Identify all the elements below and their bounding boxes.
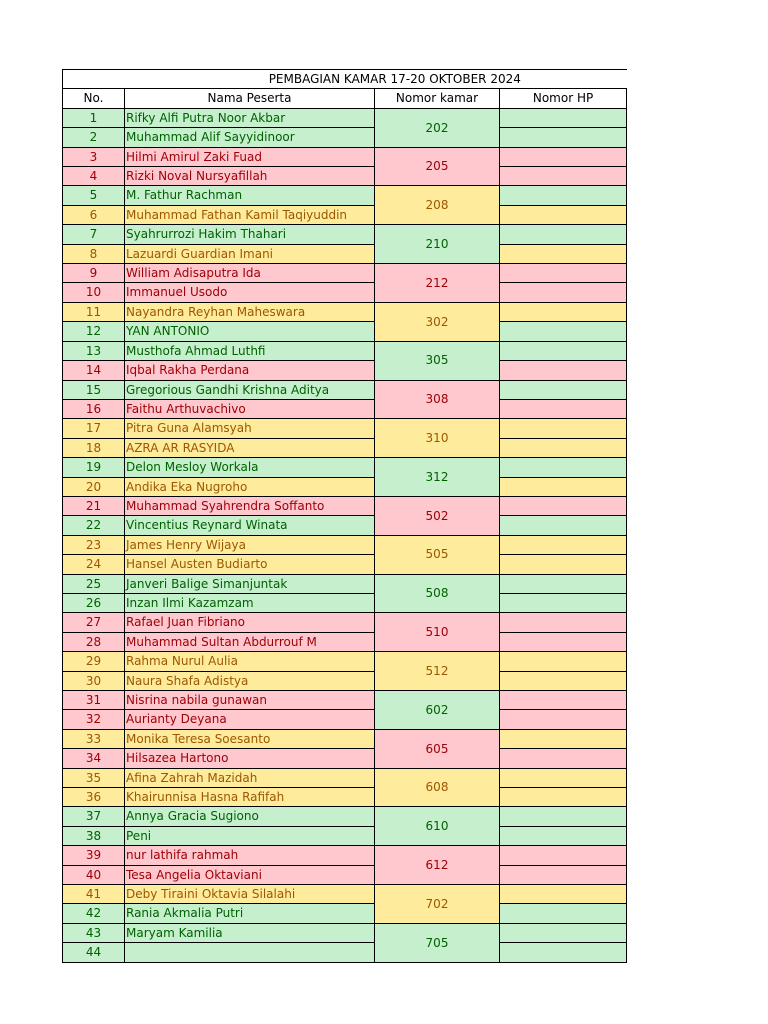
table-row [63,943,627,962]
participant-name-cell[interactable]: Vincentius Reynard Winata [125,516,375,535]
table-row [63,535,627,554]
phone-number-cell[interactable] [500,147,627,166]
participant-name-cell[interactable]: James Henry Wijaya [125,535,375,554]
room-number-cell[interactable]: 312 [375,458,500,497]
participant-name-cell[interactable]: Lazuardi Guardian Imani [125,244,375,263]
participant-name-cell[interactable]: Afina Zahrah Mazidah [125,768,375,787]
table-row [63,788,627,807]
header-room[interactable]: Nomor kamar [375,89,500,108]
participant-number-cell[interactable]: 29 [63,652,125,671]
participant-name-cell[interactable]: Muhammad Alif Sayyidinoor [125,128,375,147]
participant-number-cell[interactable]: 5 [63,186,125,205]
table-row [63,826,627,845]
phone-number-cell[interactable] [500,535,627,554]
participant-name-cell[interactable]: Musthofa Ahmad Luthfi [125,341,375,360]
phone-number-cell[interactable] [500,283,627,302]
phone-number-cell[interactable] [500,632,627,651]
phone-number-cell[interactable] [500,322,627,341]
table-row [63,225,627,244]
phone-number-cell[interactable] [500,264,627,283]
table-row [63,361,627,380]
participant-number-cell[interactable]: 28 [63,632,125,651]
room-number-cell[interactable]: 608 [375,768,500,807]
participant-name-cell[interactable]: Janveri Balige Simanjuntak [125,574,375,593]
phone-number-cell[interactable] [500,438,627,457]
room-number-cell[interactable]: 705 [375,923,500,962]
participant-name-cell[interactable]: Deby Tiraini Oktavia Silalahi [125,885,375,904]
participant-number-cell[interactable]: 37 [63,807,125,826]
participant-number-cell[interactable]: 4 [63,167,125,186]
participant-name-cell[interactable]: Immanuel Usodo [125,283,375,302]
participant-name-cell[interactable]: Naura Shafa Adistya [125,671,375,690]
room-number-cell[interactable]: 308 [375,380,500,419]
participant-number-cell[interactable]: 1 [63,108,125,127]
phone-number-cell[interactable] [500,167,627,186]
table-row [63,244,627,263]
participant-number-cell[interactable]: 19 [63,458,125,477]
participant-number-cell[interactable]: 34 [63,749,125,768]
participant-name-cell[interactable]: William Adisaputra Ida [125,264,375,283]
table-row [63,322,627,341]
participant-name-cell[interactable]: Maryam Kamilia [125,923,375,942]
participant-number-cell[interactable]: 2 [63,128,125,147]
participant-number-cell[interactable]: 16 [63,399,125,418]
table-row [63,496,627,515]
participant-number-cell[interactable]: 30 [63,671,125,690]
participant-name-cell[interactable]: Inzan Ilmi Kazamzam [125,593,375,612]
room-number-cell[interactable]: 605 [375,729,500,768]
room-number-cell[interactable]: 210 [375,225,500,264]
room-number-cell[interactable]: 305 [375,341,500,380]
room-number-cell[interactable]: 508 [375,574,500,613]
participant-name-cell[interactable]: nur lathifa rahmah [125,846,375,865]
table-row [63,865,627,884]
room-number-cell[interactable]: 512 [375,652,500,691]
phone-number-cell[interactable] [500,710,627,729]
phone-number-cell[interactable] [500,768,627,787]
room-number-cell[interactable]: 212 [375,264,500,303]
participant-name-cell[interactable]: Syahrurrozi Hakim Thahari [125,225,375,244]
participant-name-cell[interactable]: Pitra Guna Alamsyah [125,419,375,438]
participant-name-cell[interactable]: Monika Teresa Soesanto [125,729,375,748]
table-row [63,147,627,166]
table-row [63,205,627,224]
participant-number-cell[interactable]: 44 [63,943,125,962]
room-number-cell[interactable]: 202 [375,108,500,147]
phone-number-cell[interactable] [500,496,627,515]
participant-number-cell[interactable]: 6 [63,205,125,224]
phone-number-cell[interactable] [500,380,627,399]
table-row [63,477,627,496]
participant-number-cell[interactable]: 42 [63,904,125,923]
phone-number-cell[interactable] [500,244,627,263]
participant-name-cell[interactable]: Rifky Alfi Putra Noor Akbar [125,108,375,127]
phone-number-cell[interactable] [500,826,627,845]
participant-number-cell[interactable]: 24 [63,555,125,574]
room-number-cell[interactable]: 702 [375,885,500,924]
sheet-title[interactable]: PEMBAGIAN KAMAR 17-20 OKTOBER 2024 [63,70,627,89]
table-row [63,613,627,632]
phone-number-cell[interactable] [500,846,627,865]
table-row [63,555,627,574]
participant-number-cell[interactable]: 17 [63,419,125,438]
spreadsheet-sheet [62,69,626,960]
phone-number-cell[interactable] [500,788,627,807]
table-row [63,807,627,826]
phone-number-cell[interactable] [500,749,627,768]
phone-number-cell[interactable] [500,399,627,418]
room-assignment-table [62,69,627,963]
header-row [63,89,627,108]
room-number-cell[interactable]: 208 [375,186,500,225]
phone-number-cell[interactable] [500,361,627,380]
participant-number-cell[interactable]: 41 [63,885,125,904]
header-name[interactable]: Nama Peserta [125,89,375,108]
header-no[interactable]: No. [63,89,125,108]
participant-number-cell[interactable]: 38 [63,826,125,845]
participant-number-cell[interactable]: 27 [63,613,125,632]
phone-number-cell[interactable] [500,865,627,884]
table-row [63,128,627,147]
participant-name-cell[interactable]: Aurianty Deyana [125,710,375,729]
participant-number-cell[interactable]: 20 [63,477,125,496]
title-row [63,70,627,89]
participant-number-cell[interactable]: 13 [63,341,125,360]
table-row [63,632,627,651]
table-row [63,283,627,302]
phone-number-cell[interactable] [500,555,627,574]
participant-name-cell[interactable]: Faithu Arthuvachivo [125,399,375,418]
participant-name-cell[interactable]: Nisrina nabila gunawan [125,691,375,710]
participant-number-cell[interactable]: 32 [63,710,125,729]
phone-number-cell[interactable] [500,923,627,942]
table-row [63,264,627,283]
participant-name-cell[interactable] [125,943,375,962]
phone-number-cell[interactable] [500,477,627,496]
table-row [63,516,627,535]
table-row [63,729,627,748]
phone-number-cell[interactable] [500,652,627,671]
participant-number-cell[interactable]: 31 [63,691,125,710]
participant-name-cell[interactable]: Tesa Angelia Oktaviani [125,865,375,884]
phone-number-cell[interactable] [500,807,627,826]
participant-number-cell[interactable]: 12 [63,322,125,341]
phone-number-cell[interactable] [500,574,627,593]
table-row [63,167,627,186]
phone-number-cell[interactable] [500,186,627,205]
phone-number-cell[interactable] [500,943,627,962]
participant-name-cell[interactable]: Muhammad Sultan Abdurrouf M [125,632,375,651]
participant-name-cell[interactable]: Iqbal Rakha Perdana [125,361,375,380]
phone-number-cell[interactable] [500,419,627,438]
participant-number-cell[interactable]: 23 [63,535,125,554]
participant-number-cell[interactable]: 14 [63,361,125,380]
participant-name-cell[interactable]: Nayandra Reyhan Maheswara [125,302,375,321]
participant-number-cell[interactable]: 10 [63,283,125,302]
header-phone[interactable]: Nomor HP [500,89,627,108]
participant-number-cell[interactable]: 39 [63,846,125,865]
room-number-cell[interactable]: 612 [375,846,500,885]
participant-number-cell[interactable]: 26 [63,593,125,612]
phone-number-cell[interactable] [500,302,627,321]
table-row [63,574,627,593]
participant-name-cell[interactable]: Rahma Nurul Aulia [125,652,375,671]
participant-number-cell[interactable]: 9 [63,264,125,283]
participant-number-cell[interactable]: 8 [63,244,125,263]
phone-number-cell[interactable] [500,593,627,612]
table-row [63,419,627,438]
table-row [63,768,627,787]
participant-name-cell[interactable]: Hansel Austen Budiarto [125,555,375,574]
table-row [63,458,627,477]
participant-number-cell[interactable]: 33 [63,729,125,748]
participant-name-cell[interactable]: Muhammad Fathan Kamil Taqiyuddin [125,205,375,224]
participant-number-cell[interactable]: 3 [63,147,125,166]
participant-name-cell[interactable]: Delon Mesloy Workala [125,458,375,477]
phone-number-cell[interactable] [500,671,627,690]
participant-name-cell[interactable]: Andika Eka Nugroho [125,477,375,496]
phone-number-cell[interactable] [500,885,627,904]
room-number-cell[interactable]: 510 [375,613,500,652]
phone-number-cell[interactable] [500,613,627,632]
table-row [63,438,627,457]
room-number-cell[interactable]: 302 [375,302,500,341]
participant-number-cell[interactable]: 40 [63,865,125,884]
participant-name-cell[interactable]: Hilsazea Hartono [125,749,375,768]
participant-number-cell[interactable]: 11 [63,302,125,321]
participant-number-cell[interactable]: 35 [63,768,125,787]
phone-number-cell[interactable] [500,904,627,923]
participant-name-cell[interactable]: Annya Gracia Sugiono [125,807,375,826]
phone-number-cell[interactable] [500,108,627,127]
phone-number-cell[interactable] [500,516,627,535]
table-row [63,399,627,418]
table-row [63,671,627,690]
participant-name-cell[interactable]: Gregorious Gandhi Krishna Aditya [125,380,375,399]
participant-name-cell[interactable]: YAN ANTONIO [125,322,375,341]
table-row [63,593,627,612]
table-row [63,749,627,768]
phone-number-cell[interactable] [500,729,627,748]
participant-number-cell[interactable]: 22 [63,516,125,535]
phone-number-cell[interactable] [500,458,627,477]
participant-name-cell[interactable]: Rania Akmalia Putri [125,904,375,923]
table-row [63,186,627,205]
table-row [63,652,627,671]
table-row [63,380,627,399]
participant-number-cell[interactable]: 18 [63,438,125,457]
phone-number-cell[interactable] [500,225,627,244]
room-number-cell[interactable]: 310 [375,419,500,458]
participant-number-cell[interactable]: 7 [63,225,125,244]
table-row [63,108,627,127]
room-number-cell[interactable]: 602 [375,691,500,730]
table-row [63,710,627,729]
table-row [63,923,627,942]
table-row [63,885,627,904]
phone-number-cell[interactable] [500,205,627,224]
room-number-cell[interactable]: 502 [375,496,500,535]
participant-name-cell[interactable]: Khairunnisa Hasna Rafifah [125,788,375,807]
room-number-cell[interactable]: 505 [375,535,500,574]
phone-number-cell[interactable] [500,341,627,360]
participant-number-cell[interactable]: 21 [63,496,125,515]
table-row [63,846,627,865]
table-row [63,341,627,360]
participant-name-cell[interactable]: M. Fathur Rachman [125,186,375,205]
participant-name-cell[interactable]: Rizki Noval Nursyafillah [125,167,375,186]
table-row [63,302,627,321]
room-number-cell[interactable]: 610 [375,807,500,846]
participant-name-cell[interactable]: Hilmi Amirul Zaki Fuad [125,147,375,166]
participant-number-cell[interactable]: 25 [63,574,125,593]
table-row [63,691,627,710]
phone-number-cell[interactable] [500,128,627,147]
participant-name-cell[interactable]: AZRA AR RASYIDA [125,438,375,457]
participant-number-cell[interactable]: 36 [63,788,125,807]
participant-name-cell[interactable]: Muhammad Syahrendra Soffanto [125,496,375,515]
table-row [63,904,627,923]
participant-name-cell[interactable]: Rafael Juan Fibriano [125,613,375,632]
participant-number-cell[interactable]: 43 [63,923,125,942]
phone-number-cell[interactable] [500,691,627,710]
participant-name-cell[interactable]: Peni [125,826,375,845]
room-number-cell[interactable]: 205 [375,147,500,186]
participant-number-cell[interactable]: 15 [63,380,125,399]
